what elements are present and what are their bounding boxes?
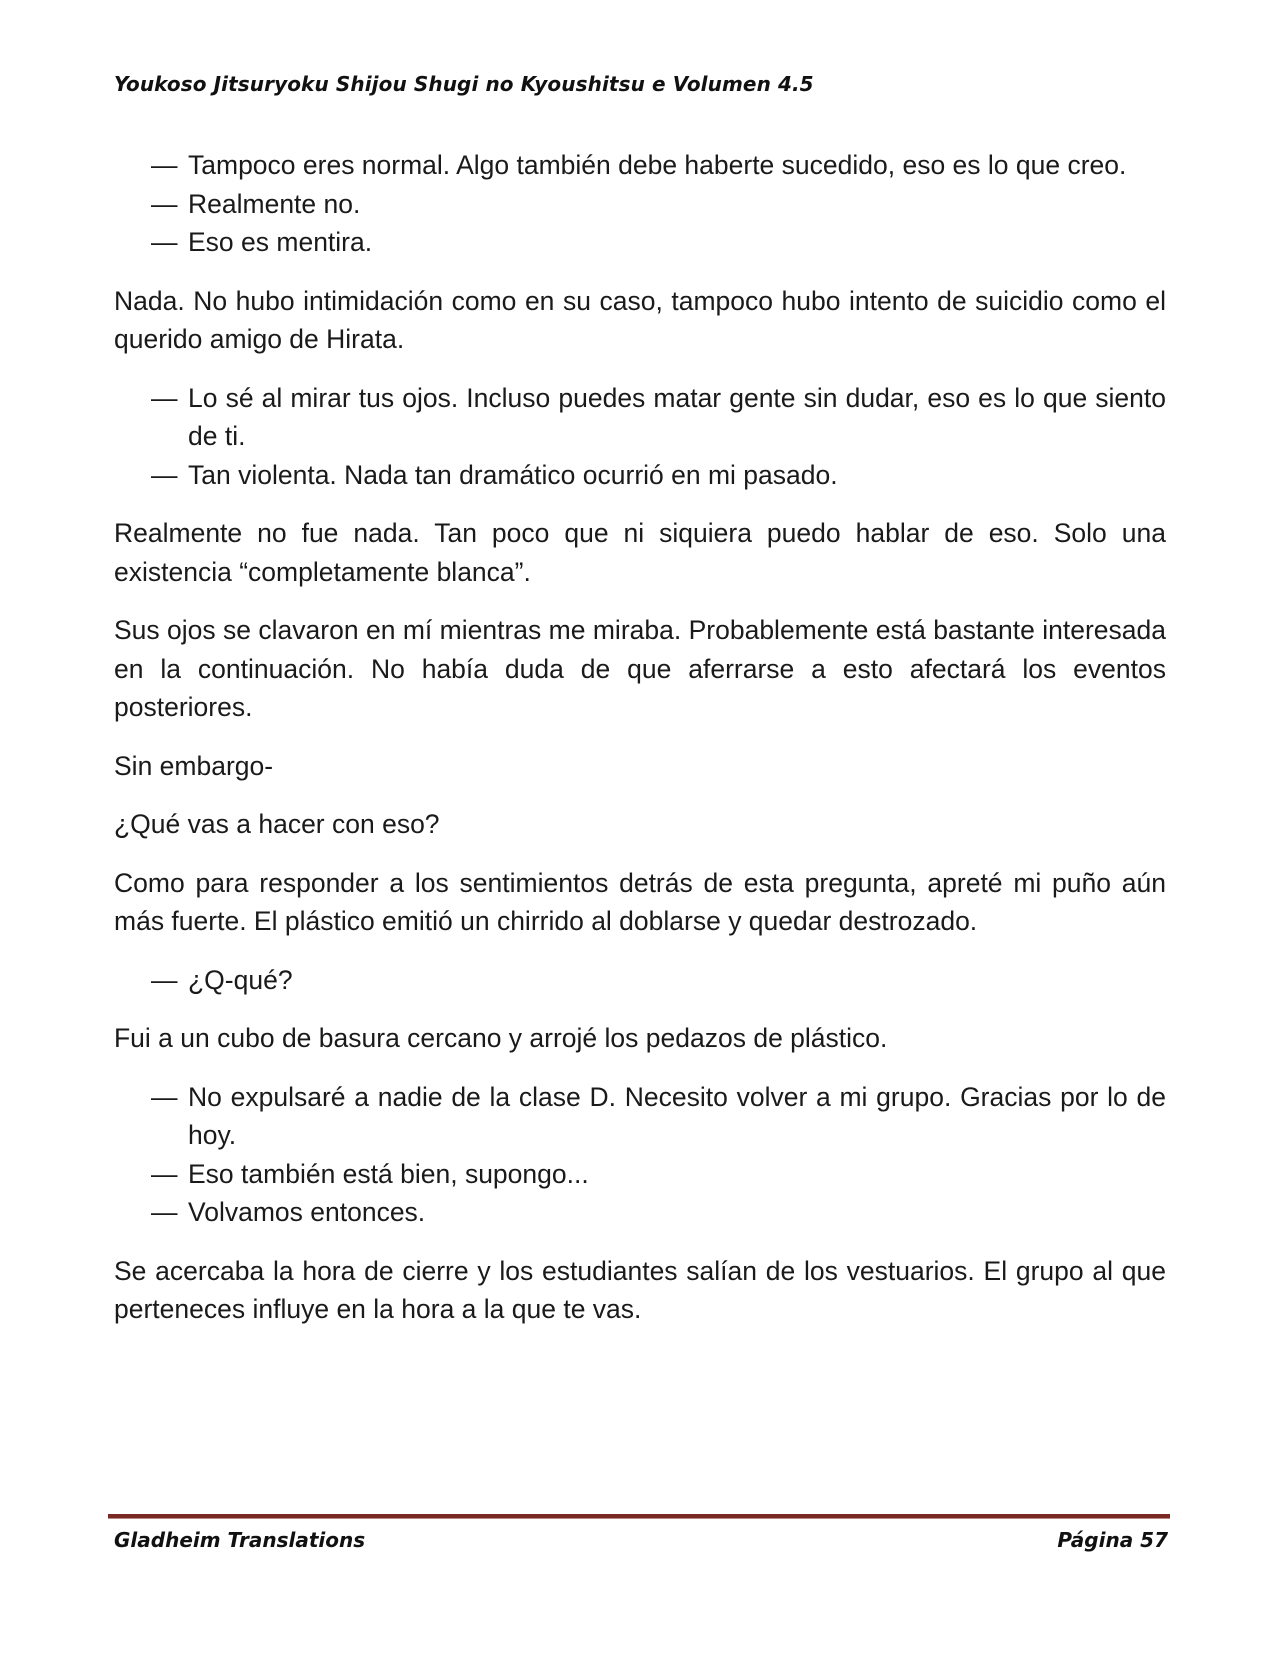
dialogue-text: Eso también está bien, supongo...	[188, 1158, 589, 1189]
paragraph-4: Sin embargo-	[114, 750, 274, 781]
dialogue-text: ¿Q-qué?	[188, 964, 293, 995]
page-body	[114, 146, 1166, 1349]
em-dash: —	[151, 964, 178, 995]
dialogue-line	[114, 1078, 1166, 1155]
em-dash: —	[151, 188, 178, 219]
dialogue-text: Tampoco eres normal. Algo también debe haberte sucedido, eso es lo que creo.	[188, 150, 1127, 180]
dialogue-line	[114, 146, 1166, 185]
dialogue-text: No expulsaré a nadie de la clase D. Necesito volver a mi grupo. Gracias por lo de hoy.	[188, 1081, 1166, 1150]
paragraph-3: Sus ojos se clavaron en mí mientras me miraba. Probablemente está bastante interesada en la continuación. No había duda de que aferrarse a esto afectará los eventos posteriores.	[114, 615, 1166, 722]
page-header-title: Youkoso Jitsuryoku Shijou Shugi no Kyoushitsu e Volumen 4.5	[114, 72, 814, 96]
em-dash: —	[151, 227, 178, 257]
dialogue-text: Lo sé al mirar tus ojos. Incluso puedes matar gente sin dudar, eso es lo que siento de ti.	[188, 382, 1166, 451]
dialogue-text: Eso es mentira.	[188, 227, 373, 257]
em-dash: —	[151, 1158, 178, 1189]
paragraph-8: Se acercaba la hora de cierre y los estudiantes salían de los vestuarios. El grupo al que perteneces influye en la hora a la que te vas.	[114, 1255, 1166, 1324]
dialogue-text: Tan violenta. Nada tan dramático ocurrió en mi pasado.	[188, 459, 838, 490]
dialogue-line	[114, 961, 1166, 1000]
dialogue-text: Volvamos entonces.	[188, 1197, 426, 1227]
em-dash: —	[151, 1081, 178, 1112]
em-dash: —	[151, 1197, 178, 1227]
dialogue-line	[114, 379, 1166, 456]
em-dash: —	[151, 459, 178, 490]
dialogue-line	[114, 456, 1166, 495]
paragraph-2: Realmente no fue nada. Tan poco que ni siquiera puedo hablar de eso. Solo una existencia “completamente blanca”.	[114, 518, 1166, 587]
dialogue-block-1	[114, 146, 1166, 262]
dialogue-line	[114, 1193, 1166, 1232]
dialogue-block-4	[114, 1078, 1166, 1232]
footer-divider	[108, 1514, 1170, 1519]
dialogue-text: Realmente no.	[188, 188, 361, 219]
dialogue-line	[114, 1155, 1166, 1194]
paragraph-5: ¿Qué vas a hacer con eso?	[114, 809, 440, 839]
em-dash: —	[151, 150, 178, 180]
dialogue-block-3	[114, 961, 1166, 1000]
paragraph-7: Fui a un cubo de basura cercano y arrojé los pedazos de plástico.	[114, 1023, 888, 1053]
paragraph-1: Nada. No hubo intimidación como en su caso, tampoco hubo intento de suicidio como el querido amigo de Hirata.	[114, 285, 1166, 354]
footer-page-number: Página 57	[1057, 1528, 1168, 1552]
dialogue-line	[114, 185, 1166, 224]
dialogue-block-2	[114, 379, 1166, 495]
paragraph-6: Como para responder a los sentimientos detrás de esta pregunta, apreté mi puño aún más fuerte. El plástico emitió un chirrido al doblarse y quedar destrozado.	[114, 867, 1166, 936]
dialogue-line	[114, 223, 1166, 262]
em-dash: —	[151, 382, 178, 413]
footer-translator: Gladheim Translations	[114, 1528, 366, 1552]
